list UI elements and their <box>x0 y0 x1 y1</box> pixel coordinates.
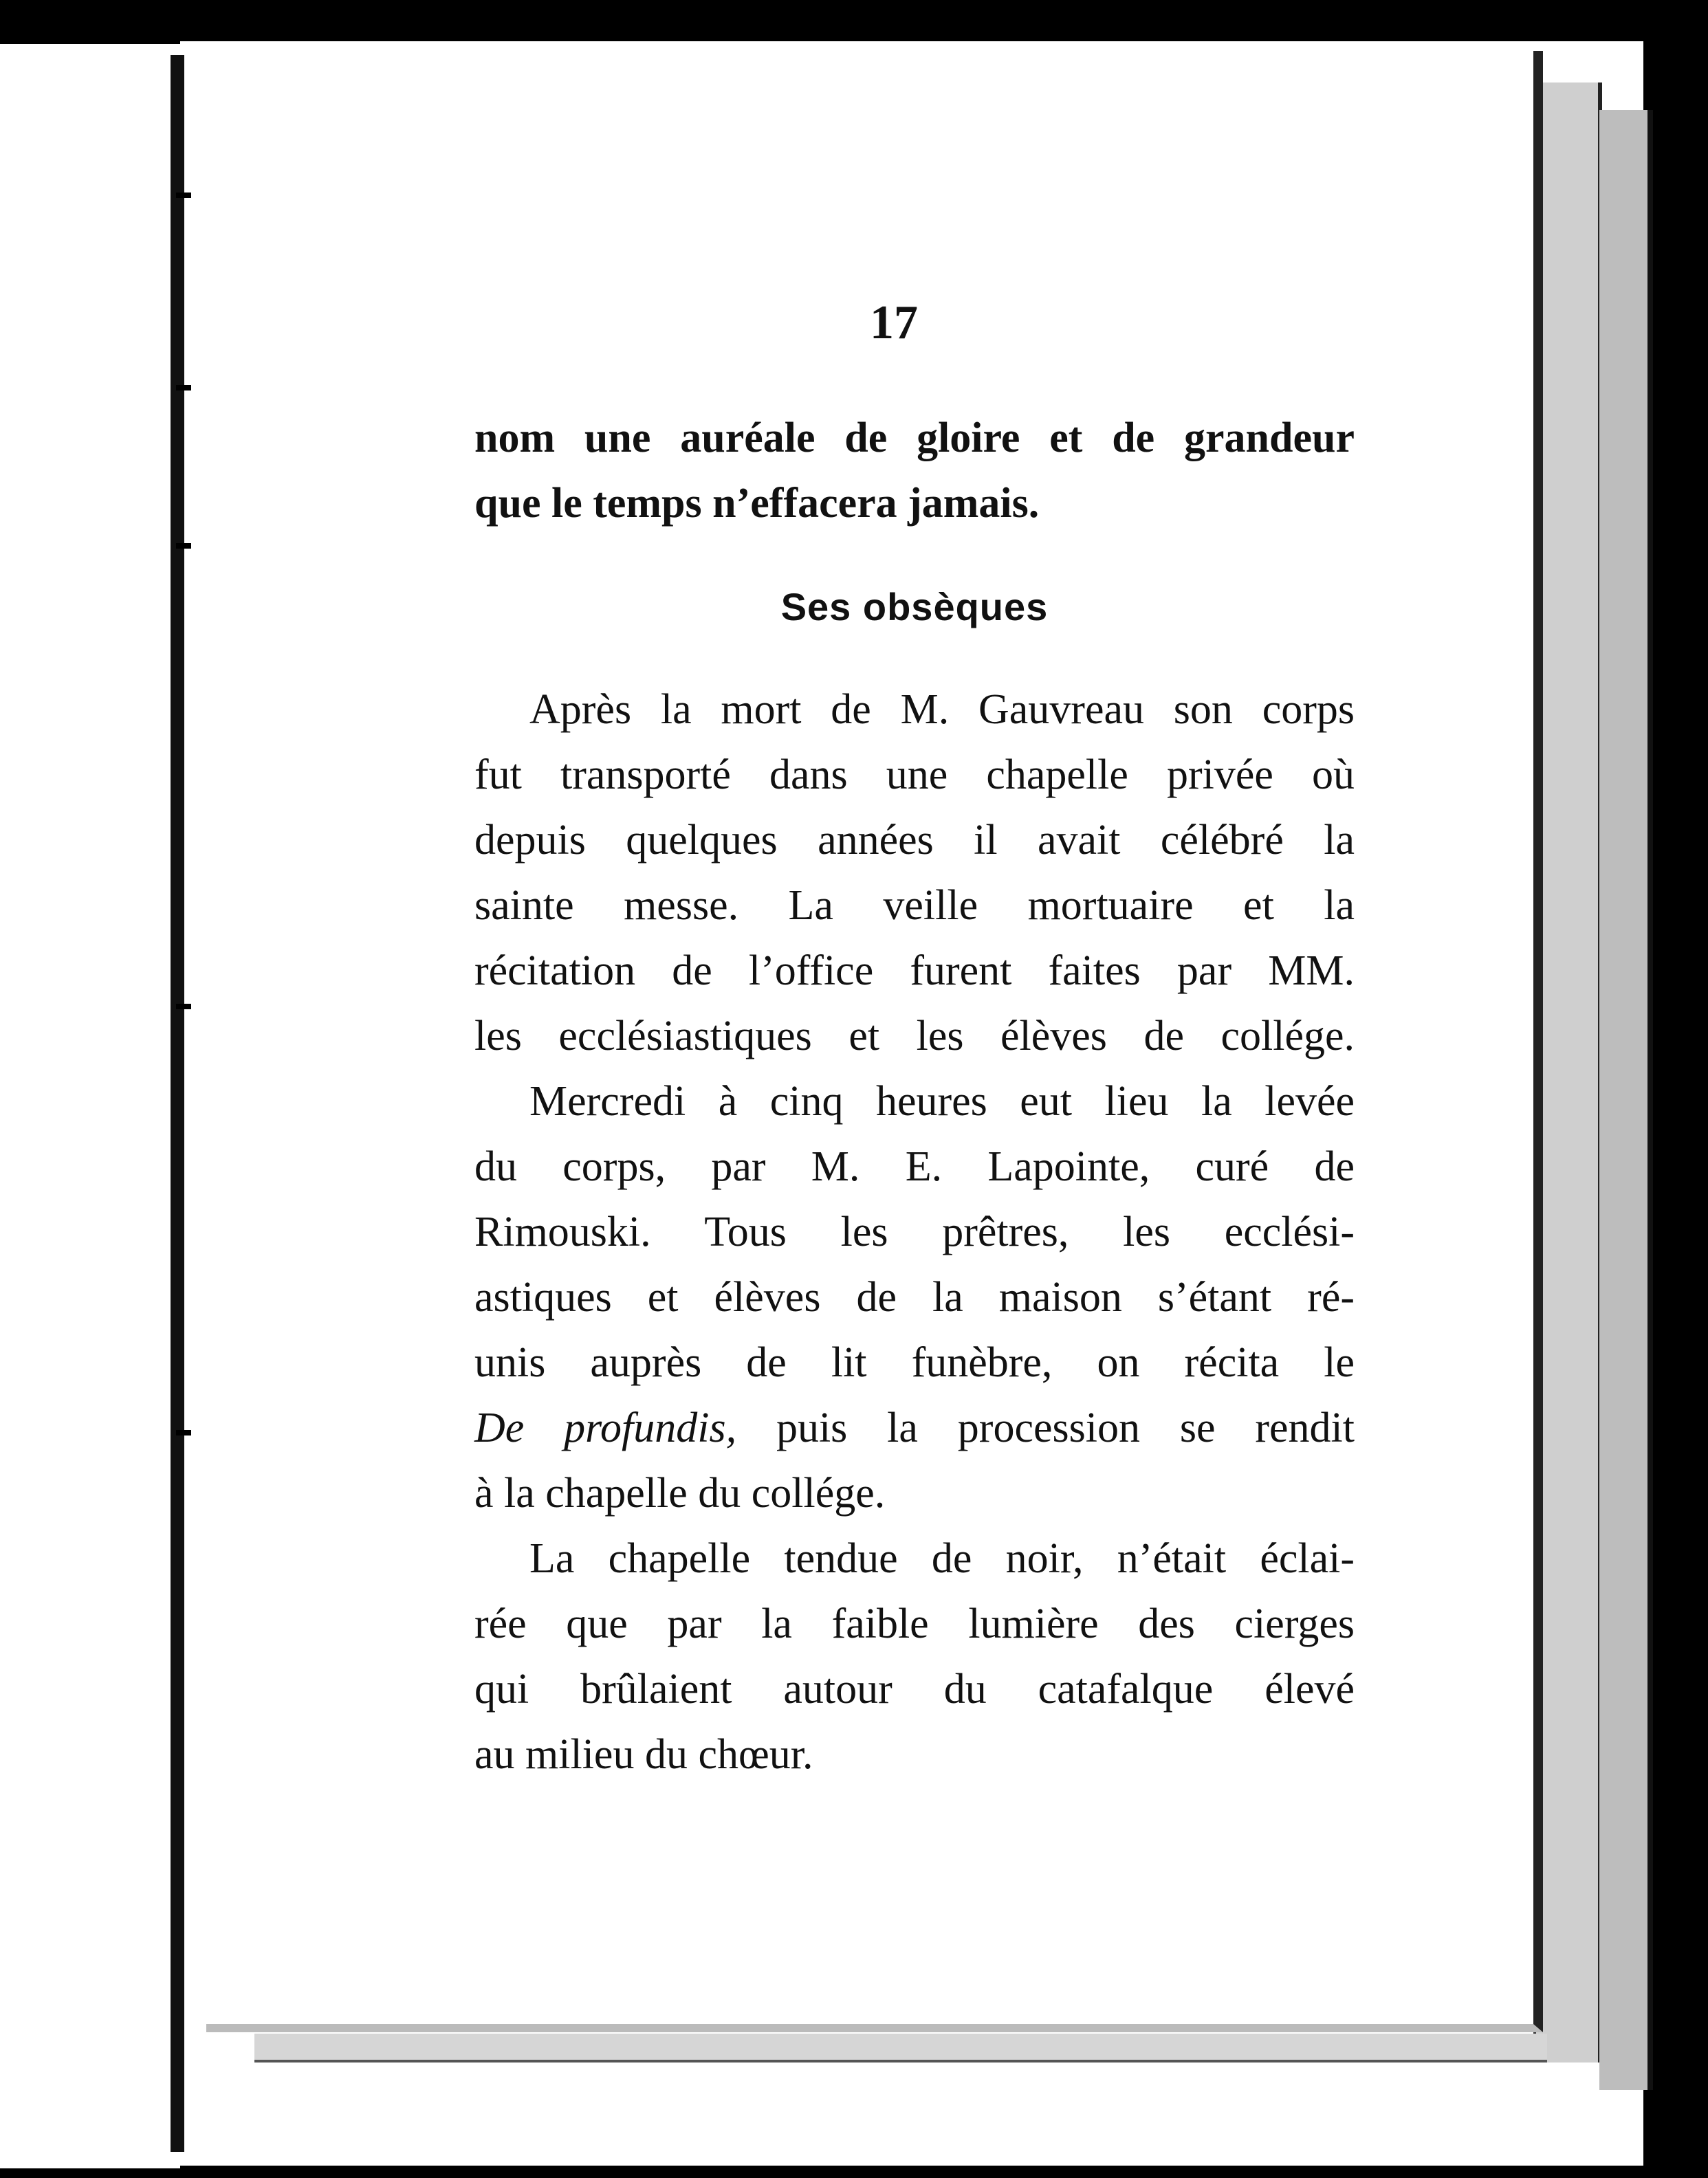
text-line: nom une auréale de gloire et de grandeur <box>474 415 1355 461</box>
text-line: Après la mort de M. Gauvreau son corps <box>529 686 1355 733</box>
text-fragment: puis la procession se rendit <box>736 1405 1355 1451</box>
text-line: récitation de l’office furent faites par MM. <box>474 947 1355 994</box>
page-number: 17 <box>870 296 918 349</box>
binding-stitch <box>176 543 191 549</box>
text-line: rée que par la faible lumière des cierges <box>474 1600 1355 1647</box>
text-line: La chapelle tendue de noir, n’était éclai- <box>529 1535 1355 1582</box>
text-line: astiques et élèves de la maison s’étant ré- <box>474 1274 1355 1321</box>
text-line: sainte messe. La veille mortuaire et la <box>474 882 1355 929</box>
text-line: à la chapelle du collége. <box>474 1470 886 1517</box>
book-spine <box>171 55 184 2152</box>
text-line: que le temps n’effacera jamais. <box>474 480 1040 527</box>
text-line: Mercredi à cinq heures eut lieu la levée <box>529 1078 1355 1125</box>
text-line: qui brûlaient autour du catafalque élevé <box>474 1666 1355 1713</box>
binding-stitch <box>176 1004 191 1009</box>
page-text <box>474 406 1355 1788</box>
text-line: du corps, par M. E. Lapointe, curé de <box>474 1143 1355 1190</box>
text-line <box>474 1396 1355 1461</box>
left-page <box>0 41 180 2168</box>
text-line: fut transporté dans une chapelle privée où <box>474 751 1355 798</box>
text-line: unis auprès de lit funèbre, on récita le <box>474 1339 1355 1386</box>
section-heading: Ses obsèques <box>780 585 1049 628</box>
latin-title: De profundis, <box>474 1405 737 1451</box>
page-stack-edge <box>1533 82 1602 2062</box>
binding-stitch <box>176 192 191 198</box>
text-line: les ecclésiastiques et les élèves de collége. <box>474 1013 1355 1059</box>
text-line: Rimouski. Tous les prêtres, les ecclési- <box>474 1209 1355 1255</box>
binding-stitch <box>176 1430 191 1436</box>
page-stack-bottom <box>254 2034 1547 2062</box>
text-line: depuis quelques années il avait célébré la <box>474 817 1355 864</box>
page-stack-edge <box>1599 110 1653 2090</box>
text-line: au milieu du chœur. <box>474 1731 813 1778</box>
binding-stitch <box>176 385 191 390</box>
